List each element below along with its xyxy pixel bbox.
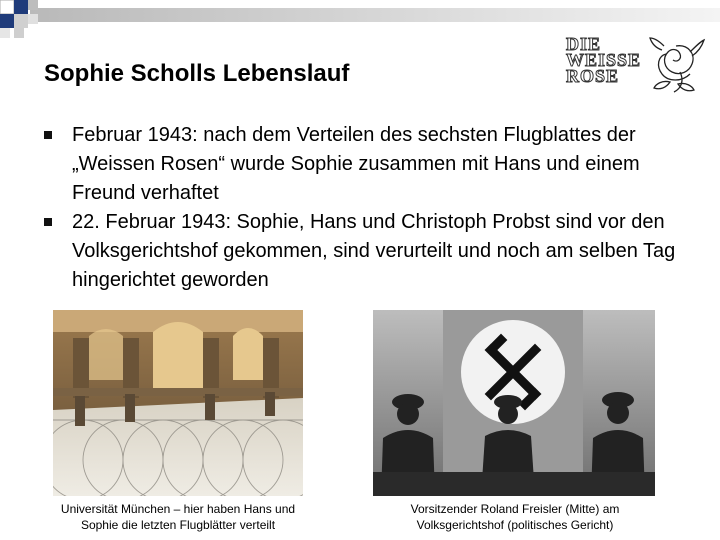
square-bullet-icon [44,131,52,139]
weisse-rose-logo [560,30,710,100]
bullet-item [44,121,684,208]
bullet-list [44,121,684,295]
slide-title: Sophie Scholls Lebenslauf [44,60,350,87]
volksgerichtshof-photo [373,310,655,496]
logo-wordmark: DIE WEISSE ROSE [566,34,642,86]
square-bullet-icon [44,218,52,226]
image-caption: Vorsitzender Roland Freisler (Mitte) am Volksgerichtshof (politisches Gericht) [410,502,620,532]
university-atrium-photo [53,310,303,496]
image-caption: Universität München – hier haben Hans und Sophie die letzten Flugblätter verteilt [60,502,296,532]
rose-icon [644,32,708,96]
bullet-item [44,208,684,295]
bullet-text: 22. Februar 1943: Sophie, Hans und Christoph Probst sind vor den Volksgerichtshof gekommen, sind verurteilt und noch am selben Tag hingerichtet geworden [72,211,676,291]
bullet-text: Februar 1943: nach dem Verteilen des sechsten Flugblattes der „Weissen Rosen“ wurde Sophie zusammen mit Hans und einem Freund verhaftet [72,124,640,204]
